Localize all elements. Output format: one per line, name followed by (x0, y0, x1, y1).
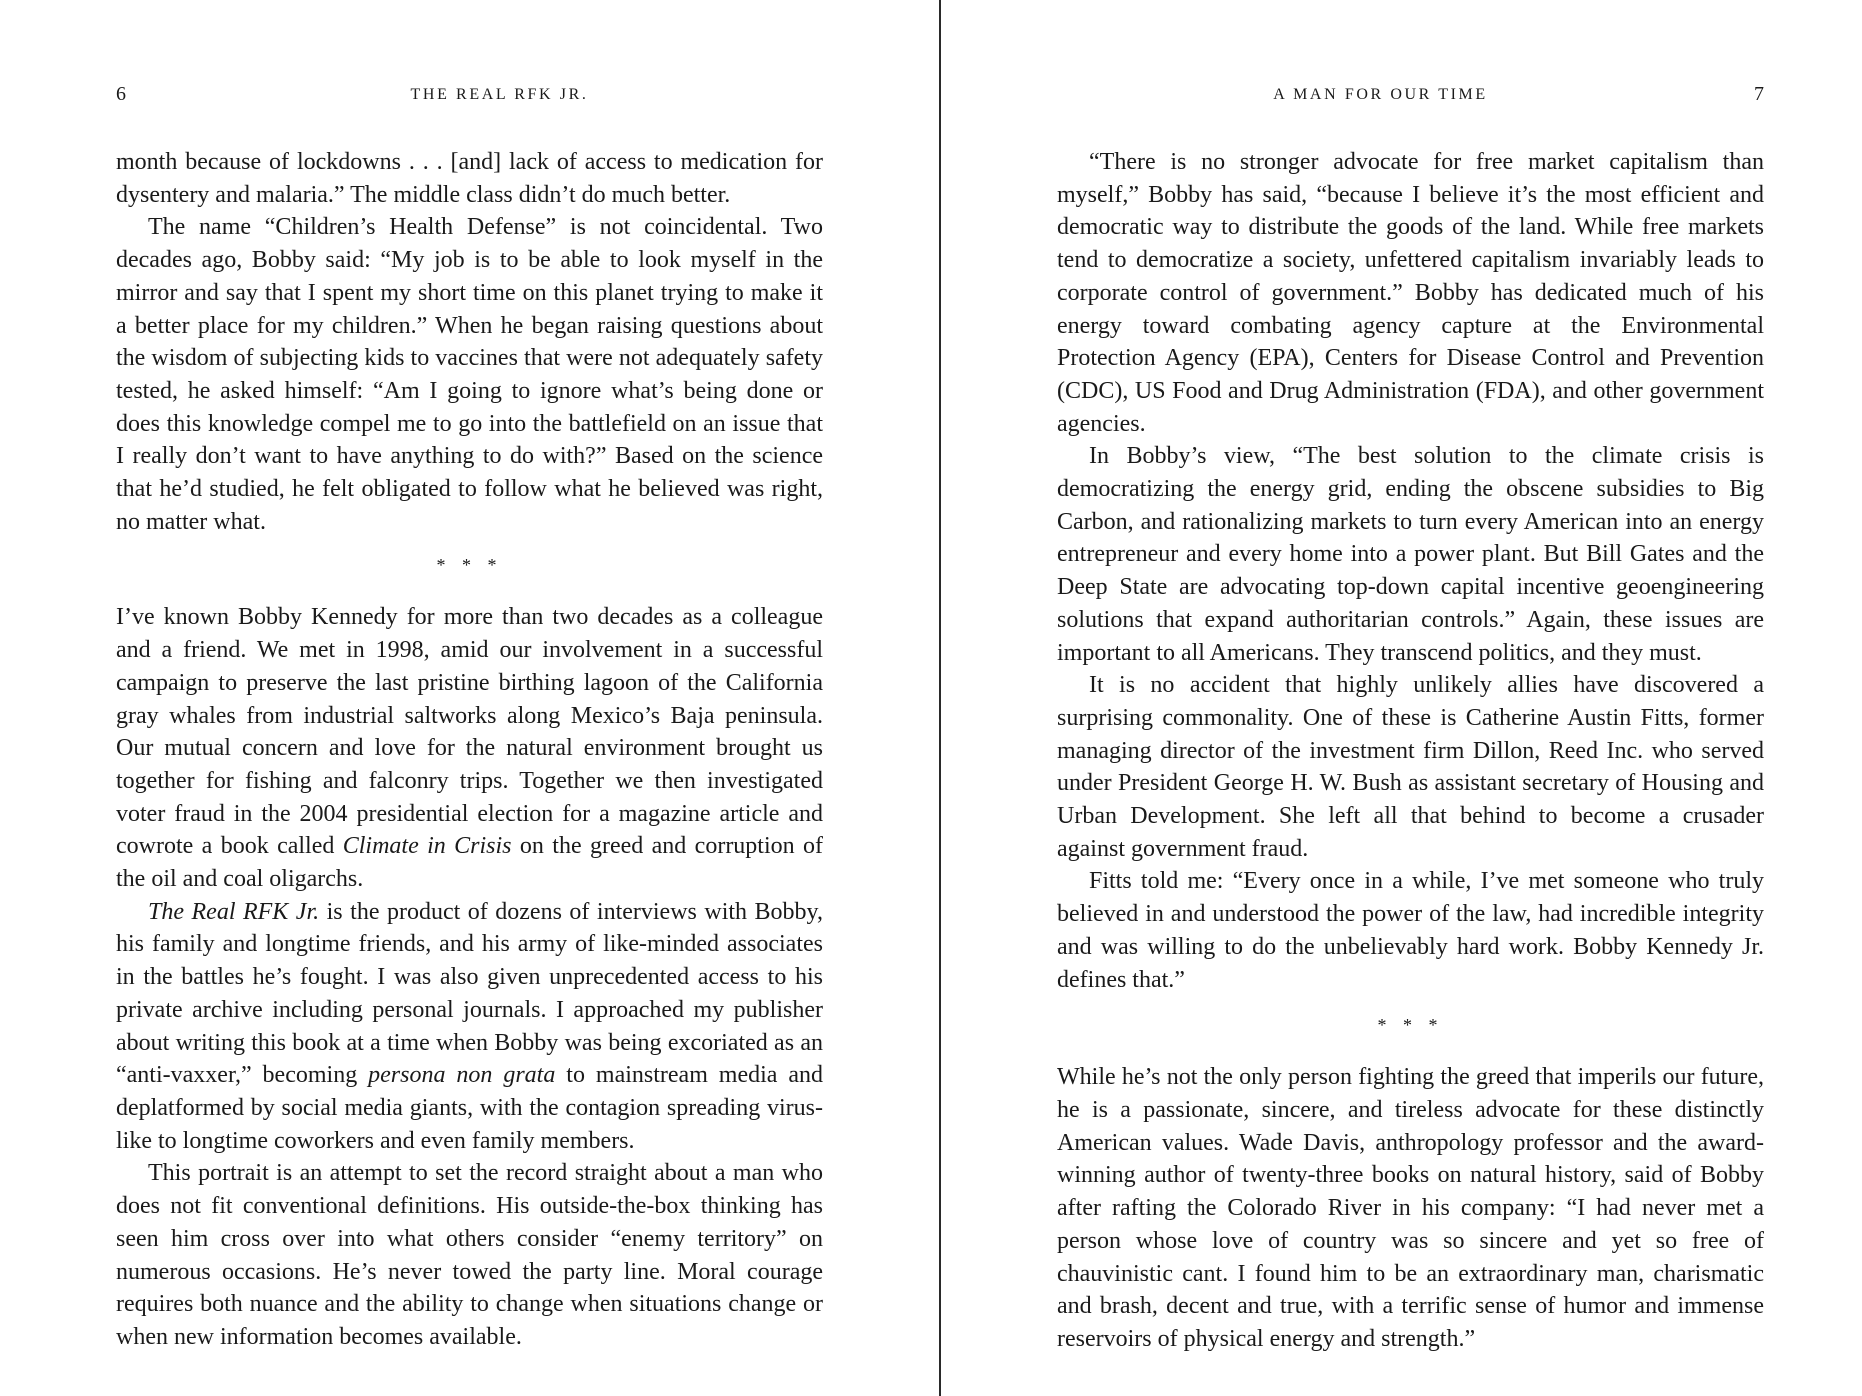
right-section-2 (1057, 1061, 1764, 1355)
body-paragraph (116, 896, 823, 1158)
body-paragraph (116, 146, 823, 211)
paragraph-text: is the product of dozens of interviews with Bobby, his family and longtime friends, and his army of like-minded associates in the battles he’s fought. I was also given unprecedented access to his private archive including personal journals. I approached my publisher about writing this book at a time when Bobby was being excoriated as an “anti-vaxxer,” becoming (116, 898, 823, 1089)
paragraph-text: “There is no stronger advocate for free market capitalism than myself,” Bobby has said, “because I believe it’s the most efficient and democratic way to distribute the goods of the land. While free markets tend to democratize a society, unfettered capitalism invariably leads to corporate control of government.” Bobby has dedicated much of his energy toward combating agency capture at the Environmental Protection Agency (EPA), Centers for Disease Control and Prevention (CDC), US Food and Drug Administration (FDA), and other government agencies. (1057, 149, 1764, 437)
paragraph-text: on the greed and corruption of the oil and coal oligarchs. (116, 833, 824, 893)
right-page-body (1057, 146, 1764, 1356)
paragraph-text: While he’s not the only person fighting the greed that imperils our future, he is a passionate, sincere, and tireless advocate for these distinctly American values. Wade Davis, anthropology professor and the award-winning author of twenty-three books on natural history, said of Bobby after rafting the Colorado River in his company: “I had never met a person whose love of country was so sincere and yet so free of chauvinistic cant. I found him to be an extraordinary man, charismatic and brash, decent and true, with a terrific sense of humor and immense reservoirs of physical energy and strength.” (1057, 1064, 1764, 1352)
paragraph-text: The name “Children’s Health Defense” is not coincidental. Two decades ago, Bobby said: “My job is to be able to look myself in the mirror and say that I spent my short time on this planet trying to make it a better place for my children.” When he began raising questions about the wisdom of subjecting kids to vaccines that were not adequately safety tested, he asked himself: “Am I going to ignore what’s being done or does this knowledge compel me to go into the battlefield on an issue that I really don’t want to have anything to do with?” Based on the science that he’d studied, he felt obligated to follow what he believed was right, no matter what. (116, 214, 823, 535)
body-paragraph (1057, 440, 1764, 669)
body-paragraph (116, 601, 823, 895)
left-page-body (116, 146, 823, 1354)
paragraph-text: It is no accident that highly unlikely allies have discovered a surprising commonality. One of these is Catherine Austin Fitts, former managing director of the investment firm Dillon, Reed Inc. who served under President George H. W. Bush as assistant secretary of Housing and Urban Development. She left all that behind to become a crusader against government fraud. (1057, 672, 1764, 862)
paragraph-text: This portrait is an attempt to set the record straight about a man who does not fit conventional definitions. His outside-the-box thinking has seen him cross over into what others consider “enemy territory” on numerous occasions. He’s never towed the party line. Moral courage requires both nuance and the ability to change when situations change or when new information becomes available. (116, 1160, 823, 1350)
italic-title: The Real RFK Jr. (148, 898, 320, 925)
right-page (1057, 0, 1764, 1352)
italic-title: Climate in Crisis (342, 833, 512, 860)
left-page-header (116, 0, 823, 105)
right-running-head: A MAN FOR OUR TIME (1273, 86, 1488, 103)
right-section-1 (1057, 146, 1764, 996)
body-paragraph (1057, 146, 1764, 440)
left-running-head: THE REAL RFK JR. (410, 86, 589, 103)
paragraph-text: In Bobby’s view, “The best solution to the climate crisis is democratizing the energy grid, ending the obscene subsidies to Big Carbon, and rationalizing markets to turn every American into an energy entrepreneur and every home into a power plant. But Bill Gates and the Deep State are advocating top-down capital incentive geoengineering solutions that expand authoritarian controls.” Again, these issues are important to all Americans. They transcend politics, and they must. (1057, 443, 1764, 666)
page-gutter-divider (939, 0, 941, 1396)
right-page-header (1057, 0, 1764, 105)
paragraph-text: Fitts told me: “Every once in a while, I’ve met someone who truly believed in and understood the power of the law, had incredible integrity and was willing to do the unbelievably hard work. Bobby Kennedy Jr. defines that.” (1057, 868, 1764, 993)
body-paragraph (116, 211, 823, 538)
left-section-2 (116, 601, 823, 1353)
italic-title: persona non grata (368, 1062, 556, 1089)
paragraph-text: I’ve known Bobby Kennedy for more than two decades as a colleague and a friend. We met in 1998, amid our involvement in a successful campaign to preserve the last pristine birthing lagoon of the California gray whales from industrial saltworks along Mexico’s Baja peninsula. Our mutual concern and love for the natural environment brought us together for fishing and falconry trips. Together we then investigated voter fraud in the 2004 presidential election for a magazine article and cowrote a book called (116, 604, 823, 860)
left-page-number: 6 (116, 83, 126, 105)
right-page-number: 7 (1754, 83, 1764, 105)
paragraph-text: month because of lockdowns . . . [and] lack of access to medication for dysentery and malaria.” The middle class didn’t do much better. (116, 149, 823, 208)
section-separator: * * * (1377, 1015, 1444, 1036)
paragraph-text: to mainstream media and deplatformed by social media giants, with the contagion spreading virus-like to longtime coworkers and even family members. (116, 1062, 824, 1154)
section-separator: * * * (436, 555, 503, 576)
body-paragraph (1057, 669, 1764, 865)
body-paragraph (1057, 865, 1764, 996)
body-paragraph (116, 1157, 823, 1353)
left-section-1 (116, 146, 823, 538)
left-page (116, 0, 824, 1350)
body-paragraph (1057, 1061, 1764, 1355)
